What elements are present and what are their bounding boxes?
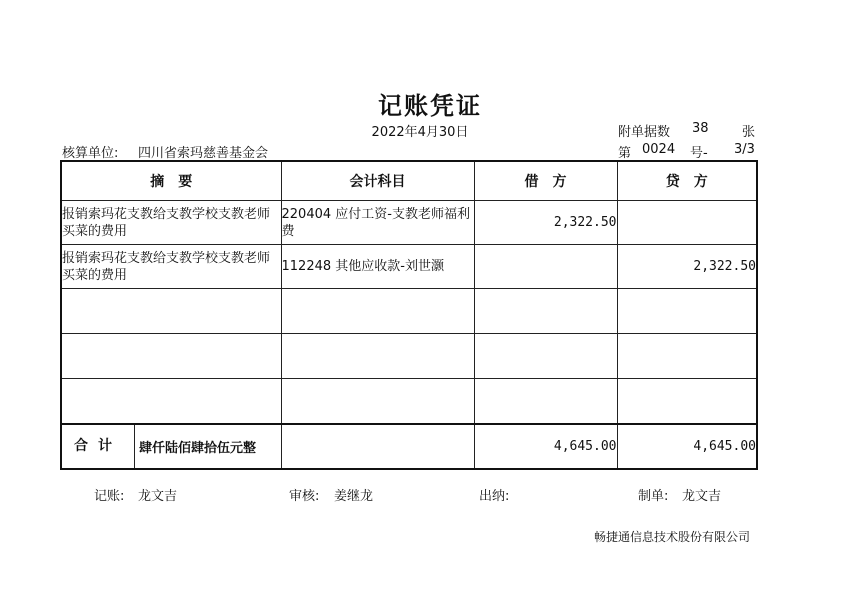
voucher-number: 0024 (642, 142, 676, 157)
row-debit (474, 245, 617, 289)
header-summary: 摘 要 (61, 161, 281, 201)
page-indicator: 3/3 (734, 142, 755, 157)
empty-row (61, 334, 757, 379)
header-debit: 借 方 (474, 161, 617, 201)
attachments-unit: 张 (742, 125, 756, 140)
preparer-name: 龙文吉 (682, 489, 722, 504)
empty-cell (617, 334, 757, 379)
row-credit (617, 201, 757, 245)
voucher-table (60, 160, 758, 470)
total-credit: 4,645.00 (617, 424, 757, 469)
header-credit: 贷 方 (617, 161, 757, 201)
empty-cell (474, 379, 617, 425)
table-row (61, 201, 757, 245)
table-row (61, 245, 757, 289)
empty-cell (281, 379, 474, 425)
voucher-date: 2022年4月30日 (371, 125, 469, 140)
bookkeeper-name: 龙文吉 (138, 489, 178, 504)
total-cell (61, 424, 281, 469)
header-account: 会计科目 (281, 161, 474, 201)
row-summary: 报销索玛花支教给支教学校支教老师买菜的费用 (61, 245, 281, 289)
unit-label: 核算单位: (62, 146, 119, 161)
empty-row (61, 289, 757, 334)
attachments-count: 38 (692, 121, 709, 136)
empty-row (61, 379, 757, 425)
bookkeeper-label: 记账: (94, 489, 125, 504)
number-prefix: 第 (618, 146, 632, 161)
voucher-title: 记账凭证 (378, 92, 482, 120)
empty-cell (617, 379, 757, 425)
preparer-label: 制单: (638, 489, 669, 504)
row-credit: 2,322.50 (617, 245, 757, 289)
empty-cell (61, 334, 281, 379)
table-header-row (61, 161, 757, 201)
number-suffix: 号- (690, 146, 708, 161)
empty-cell (281, 334, 474, 379)
row-debit: 2,322.50 (474, 201, 617, 245)
row-summary: 报销索玛花支教给支教学校支教老师买菜的费用 (61, 201, 281, 245)
empty-cell (474, 289, 617, 334)
total-row (61, 424, 757, 469)
total-label: 合计 (62, 425, 135, 468)
empty-cell (61, 379, 281, 425)
empty-cell (617, 289, 757, 334)
unit-name: 四川省索玛慈善基金会 (138, 146, 269, 161)
total-debit: 4,645.00 (474, 424, 617, 469)
attachments-label: 附单据数 (618, 125, 671, 140)
total-account-cell (281, 424, 474, 469)
reviewer-name: 姜继龙 (334, 489, 374, 504)
empty-cell (281, 289, 474, 334)
reviewer-label: 审核: (289, 489, 320, 504)
empty-cell (474, 334, 617, 379)
empty-cell (61, 289, 281, 334)
cashier-label: 出纳: (479, 489, 510, 504)
row-account: 220404 应付工资-支教老师福利费 (281, 201, 474, 245)
software-vendor: 畅捷通信息技术股份有限公司 (594, 530, 751, 544)
total-amount-words: 肆仟陆佰肆拾伍元整 (139, 441, 257, 456)
row-account: 112248 其他应收款-刘世灏 (281, 245, 474, 289)
